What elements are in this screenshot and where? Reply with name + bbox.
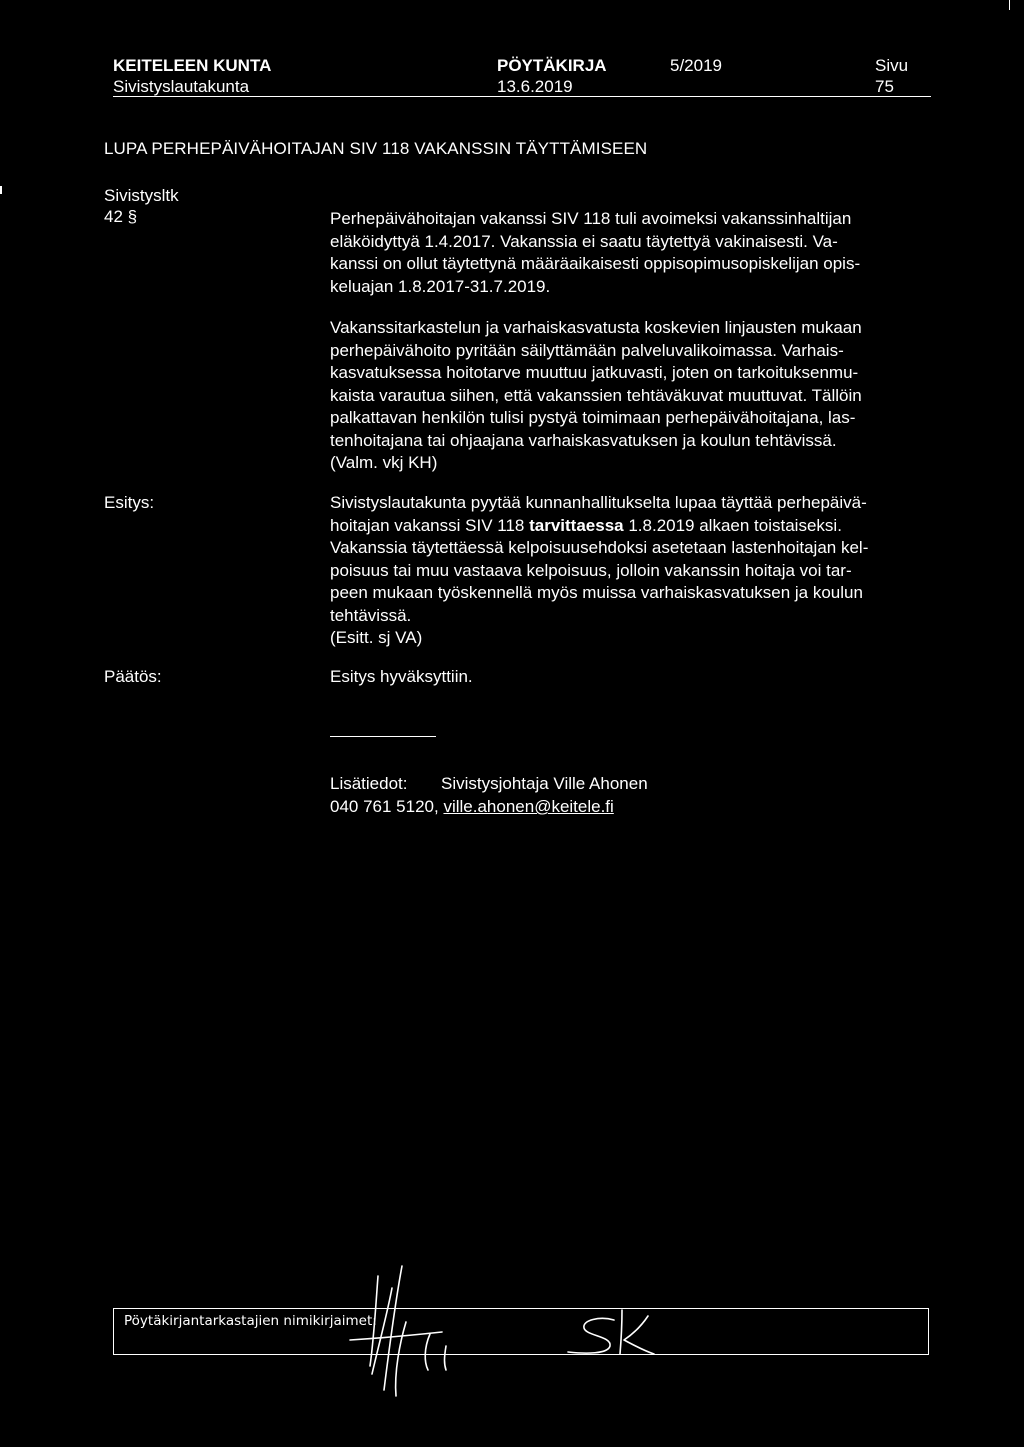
header-rule (113, 96, 931, 97)
text-line: Sivistyslautakunta pyytää kunnanhallitukselta lupaa täyttää perhepäivä- (330, 493, 867, 512)
emphasized-word: tarvittaessa (529, 515, 624, 535)
initial-stroke (384, 1266, 402, 1390)
contact-phone: 040 761 5120, (330, 797, 439, 816)
document-title: LUPA PERHEPÄIVÄHOITAJAN SIV 118 VAKANSSIN TÄYTTÄMISEEN (104, 139, 648, 158)
paragraph-background (330, 208, 930, 298)
text-line: keluajan 1.8.2017-31.7.2019. (330, 276, 551, 296)
contact-label: Lisätiedot: (330, 774, 408, 793)
text-line: kasvatuksessa hoitotarve muuttuu jatkuvasti, joten on tarkoituksenmu- (330, 363, 859, 382)
text-line: kanssi on ollut täytettynä määräaikaisesti oppisopimusopiskelijan opis- (330, 254, 861, 273)
text-line: palkattavan henkilön tulisi pystyä toimimaan perhepäivähoitajana, las- (330, 408, 856, 427)
contact-person: Sivistysjohtaja Ville Ahonen (441, 774, 648, 793)
section-symbol: § (127, 207, 138, 226)
initial-stroke (396, 1322, 406, 1396)
section-body: Sivistysltk (104, 186, 179, 205)
text-line (330, 515, 930, 538)
page-number: 75 (875, 77, 894, 96)
text-segment: 1.8.2019 alkaen toistaiseksi. (623, 515, 842, 535)
esitys-label: Esitys: (104, 493, 155, 512)
scan-edge-mark (1009, 0, 1010, 10)
section-number: 42 (104, 207, 123, 226)
section-ref (104, 207, 137, 227)
scan-left-tick (0, 186, 2, 194)
doc-type: PÖYTÄKIRJA (497, 56, 607, 75)
paragraph-proposal (330, 492, 930, 650)
text-line: poisuus tai muu vastaava kelpoisuus, jolloin vakanssin hoitaja voi tar- (330, 560, 852, 580)
org-name: KEITELEEN KUNTA (113, 56, 272, 75)
text-line: (Valm. vkj KH) (330, 453, 438, 472)
handwritten-initials (330, 1262, 660, 1402)
initial-stroke (620, 1310, 622, 1354)
text-line: Vakanssia täytettäessä kelpoisuusehdoksi asetetaan lastenhoitajan kel- (330, 538, 869, 557)
text-line: Vakanssitarkastelun ja varhaiskasvatusta koskevien linjausten mukaan (330, 318, 862, 337)
initial-stroke (445, 1346, 447, 1370)
text-line: eläköidyttyä 1.4.2017. Vakanssia ei saatu täytettyä vakinaisesti. Va- (330, 231, 838, 251)
initial-stroke (624, 1316, 654, 1354)
decision-text: Esitys hyväksyttiin. (330, 667, 473, 686)
paatos-label: Päätös: (104, 667, 162, 686)
contact-phone-line (330, 797, 614, 817)
initial-stroke (372, 1288, 392, 1374)
text-line: (Esitt. sj VA) (330, 628, 423, 647)
text-line: tenhoitajana tai ohjaajana varhaiskasvatuksen ja koulun tehtävissä. (330, 430, 837, 450)
signature-box-label: Pöytäkirjantarkastajien nimikirjaimet: (124, 1313, 377, 1329)
text-line: tehtävissä. (330, 605, 412, 625)
text-line: peen mukaan työskennellä myös muissa varhaiskasvatuksen ja koulun (330, 583, 863, 602)
meeting-date: 13.6.2019 (497, 77, 573, 96)
text-line: perhepäivähoito pyritään säilyttämään palveluvalikoimassa. Varhais- (330, 340, 844, 360)
contact-email-link[interactable]: ville.ahonen@keitele.fi (443, 797, 614, 816)
text-line: kaista varautua siihen, että vakanssien tehtäväkuvat muuttuvat. Tällöin (330, 385, 862, 405)
text-segment: hoitajan vakanssi SIV 118 (330, 515, 530, 535)
doc-number: 5/2019 (670, 56, 722, 75)
initial-stroke (425, 1334, 430, 1370)
text-line: Perhepäivähoitajan vakanssi SIV 118 tuli avoimeksi vakanssinhaltijan (330, 209, 852, 228)
separator-line (330, 736, 436, 737)
page-label: Sivu (875, 56, 909, 75)
initial-stroke (568, 1318, 614, 1353)
paragraph-rationale (330, 317, 930, 475)
committee-name: Sivistyslautakunta (113, 77, 250, 96)
